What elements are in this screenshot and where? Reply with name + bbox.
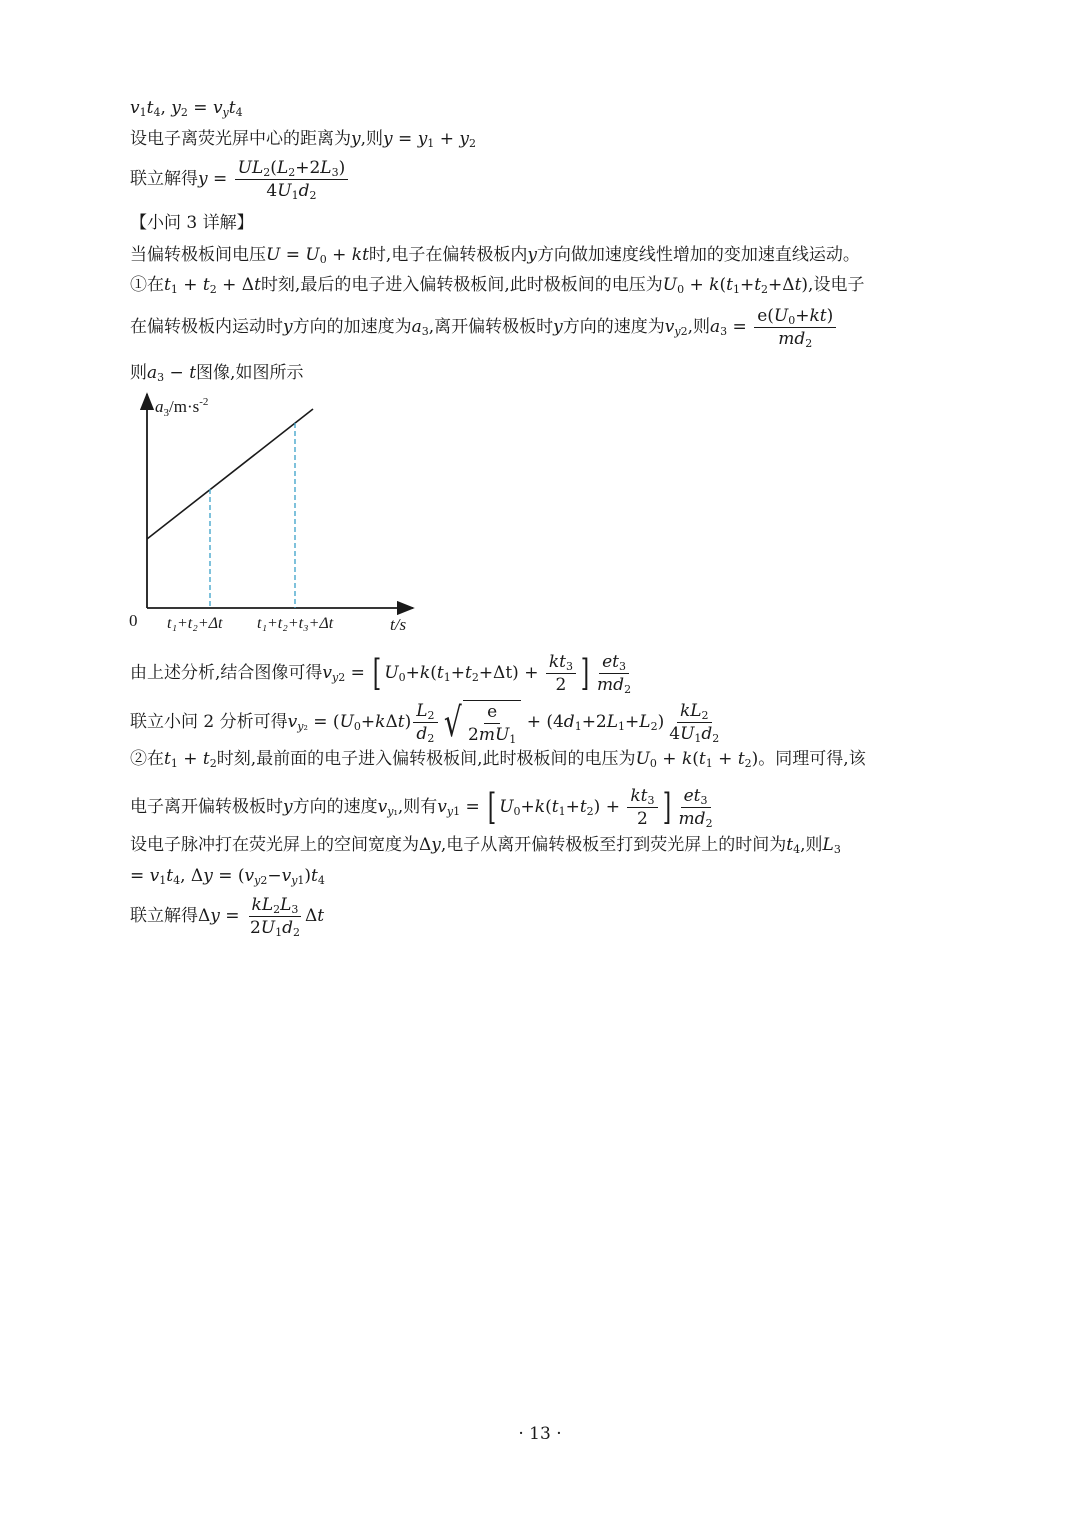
fraction: $\frac{UL_2(L_2+2L_3)}{4U_1d_2}$ (235, 158, 349, 201)
a3-t-graph (125, 388, 425, 638)
text-line-6: ①在$t_1 + t_2 + \Delta t$时刻,最后的电子进入偏转极板间,此时极板间的电压为$U_0 + k(t_1+t_2+\Delta t)$,设电子 (130, 275, 865, 296)
page-number: · 13 · (518, 1424, 562, 1444)
acceleration-line (147, 409, 313, 539)
origin-label: 0 (129, 611, 138, 630)
text-line-11: ②在$t_1 + t_2$时刻,最前面的电子进入偏转极板间,此时极板间的电压为$U_0 + k(t_1 + t_2)$。同理可得,该 (130, 749, 866, 770)
text-line-13: 设电子脉冲打在荧光屏上的空间宽度为Δy,电子从离开偏转极板至打到荧光屏上的时间为$t_4$,则$L_3$ (130, 835, 841, 856)
result-line-3: 联立解得y = $\frac{UL_2(L_2+2L_3)}{4U_1d_2}$ (130, 158, 350, 201)
fraction: $\frac{L_2}{d_2}$ (413, 701, 437, 744)
text-line-8: 则$a_3 - t$图像,如图所示 (130, 363, 304, 384)
fraction: $\frac{et_3}{md_2}$ (597, 652, 632, 696)
y-axis-label: $a_3/m\cdot s^{-2}$ (155, 396, 209, 419)
text-line-10: 联立小问 2 分析可得$v_{y_2} = (U_0+k\Delta t)$ $\frac{L_2}{d_2}$ √ $\frac{e}{2mU_1}$ + $(4d_1+2L_1+L_2)$ $\frac{kL_2}{4U_1d_2}$ (130, 700, 724, 745)
formula-line-14: = $v_1t_4$, $\Delta y = (v_{y2}-v_{y1})t_4$ (130, 866, 325, 887)
fraction: $\frac{e(U_0+kt)}{md_2}$ (754, 306, 836, 349)
square-root: √ $\frac{e}{2mU_1}$ (440, 700, 522, 745)
text-line-12: 电子离开偏转极板时y方向的速度$v_{y_1}$,则有$v_{y1}$ = [ $U_0+k(t_1+t_2)$ + $\frac{kt_3}{2}$ ] $\frac{et_3}{md_2}$ (130, 786, 718, 829)
fraction: $\frac{et_3}{md_2}$ (678, 786, 713, 830)
x-axis-label: t/s (390, 615, 407, 634)
text-line-9: 由上述分析,结合图像可得$v_{y2}$ = [ $U_0+k(t_1+t_2+\Delta t)$ + $\frac{kt_3}{2}$ ] $\frac{et_3}{md_2}$ (130, 652, 636, 695)
tick-label-1: t₁+t₂+Δt (167, 615, 223, 632)
fraction: $\frac{kt_3}{2}$ (546, 652, 576, 695)
text-line-7: 在偏转极板内运动时y方向的加速度为$a_3$,离开偏转极板时y方向的速度为$v_{y2}$,则$a_3$ = $\frac{e(U_0+kt)}{md_2}$ (130, 306, 838, 349)
text-line-2: 设电子离荧光屏中心的距离为y,则$y = y_1 + y_2$ (130, 129, 476, 150)
fraction: $\frac{kL_2}{4U_1d_2}$ (669, 701, 720, 745)
fraction: $\frac{kt_3}{2}$ (627, 786, 657, 829)
section-header: 【小问 3 详解】 (130, 213, 254, 233)
fraction: $\frac{kL_2L_3}{2U_1d_2}$ (249, 895, 300, 939)
text-line-5: 当偏转极板间电压$U = U_0$ + kt时,电子在偏转极板内y方向做加速度线性增加的变加速直线运动。 (130, 245, 860, 266)
formula-line-1: $v_1t_4$, $y_2 = v_yt_4$ (130, 98, 243, 119)
tick-label-2: t₁+t₂+t₃+Δt (257, 615, 334, 632)
result-line-15: 联立解得Δy = $\frac{kL_2L_3}{2U_1d_2}$ Δt (130, 895, 325, 939)
